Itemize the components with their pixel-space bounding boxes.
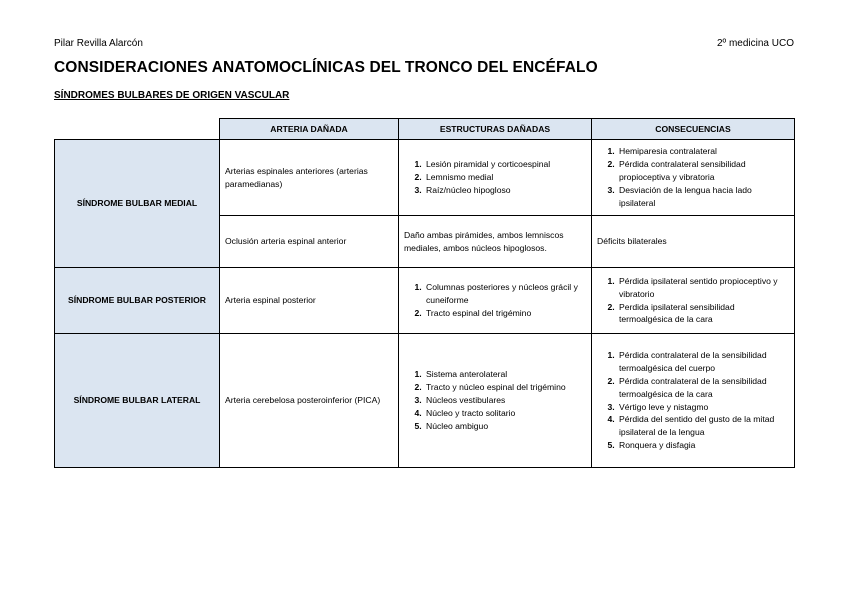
list-item: 2. Perdida ipsilateral sensibilidad termoalgésica de la cara [617, 301, 789, 327]
consequences-list [597, 349, 789, 452]
table-row [55, 140, 795, 216]
list-item: 2. Pérdida contralateral de la sensibilidad termoalgésica de la cara [617, 375, 789, 401]
list-item: 4. Pérdida del sentido del gusto de la mitad ipsilateral de la lengua [617, 413, 789, 439]
empty-corner-cell [55, 119, 220, 140]
consequences-list [597, 145, 789, 209]
consequences-cell [592, 268, 795, 334]
list-item: 1. Columnas posteriores y núcleos grácil y cuneiforme [424, 281, 586, 307]
structures-list [404, 158, 586, 197]
list-item: 1. Pérdida ipsilateral sentido propioceptivo y vibratorio [617, 275, 789, 301]
list-item: 1. Lesión piramidal y corticoespinal [424, 158, 586, 171]
column-header-structures: ESTRUCTURAS DAÑADAS [399, 119, 592, 140]
syndrome-medial-label: SÍNDROME BULBAR MEDIAL [55, 140, 220, 268]
consequences-cell [592, 334, 795, 468]
list-item: 1. Hemiparesia contralateral [617, 145, 789, 158]
syndrome-posterior-label: SÍNDROME BULBAR POSTERIOR [55, 268, 220, 334]
list-item: 3. Desviación de la lengua hacia lado ipsilateral [617, 184, 789, 210]
artery-cell: Arterias espinales anteriores (arterias paramedianas) [220, 140, 399, 216]
structures-list [404, 368, 586, 432]
column-header-artery: ARTERIA DAÑADA [220, 119, 399, 140]
list-item: 5. Núcleo ambiguo [424, 420, 586, 433]
list-item: 2. Pérdida contralateral sensibilidad propioceptiva y vibratoria [617, 158, 789, 184]
table-header-row [55, 119, 795, 140]
structures-list [404, 281, 586, 320]
list-item: 3. Vértigo leve y nistagmo [617, 401, 789, 414]
list-item: 3. Raíz/núcleo hipogloso [424, 184, 586, 197]
structures-cell [399, 140, 592, 216]
list-item: 4. Núcleo y tracto solitario [424, 407, 586, 420]
consequences-list [597, 275, 789, 327]
list-item: 2. Lemnismo medial [424, 171, 586, 184]
consequences-cell [592, 140, 795, 216]
table-row [55, 334, 795, 468]
column-header-consequences: CONSECUENCIAS [592, 119, 795, 140]
structures-cell: Daño ambas pirámides, ambos lemniscos mediales, ambos núcleos hipoglosos. [399, 216, 592, 268]
consequences-cell: Déficits bilaterales [592, 216, 795, 268]
course-label: 2º medicina UCO [716, 38, 794, 49]
section-subtitle: SÍNDROMES BULBARES DE ORIGEN VASCULAR [54, 90, 290, 101]
page-title: CONSIDERACIONES ANATOMOCLÍNICAS DEL TRONCO DEL ENCÉFALO [54, 59, 598, 76]
artery-cell: Oclusión arteria espinal anterior [220, 216, 399, 268]
list-item: 2. Tracto espinal del trigémino [424, 307, 586, 320]
author-name: Pilar Revilla Alarcón [54, 38, 143, 49]
list-item: 5. Ronquera y disfagia [617, 439, 789, 452]
artery-cell: Arteria espinal posterior [220, 268, 399, 334]
structures-cell [399, 334, 592, 468]
syndrome-lateral-label: SÍNDROME BULBAR LATERAL [55, 334, 220, 468]
structures-cell [399, 268, 592, 334]
list-item: 2. Tracto y núcleo espinal del trigémino [424, 381, 586, 394]
syndromes-table [54, 118, 795, 468]
list-item: 1. Sistema anterolateral [424, 368, 586, 381]
list-item: 1. Pérdida contralateral de la sensibilidad termoalgésica del cuerpo [617, 349, 789, 375]
list-item: 3. Núcleos vestibulares [424, 394, 586, 407]
table-row [55, 268, 795, 334]
artery-cell: Arteria cerebelosa posteroinferior (PICA) [220, 334, 399, 468]
